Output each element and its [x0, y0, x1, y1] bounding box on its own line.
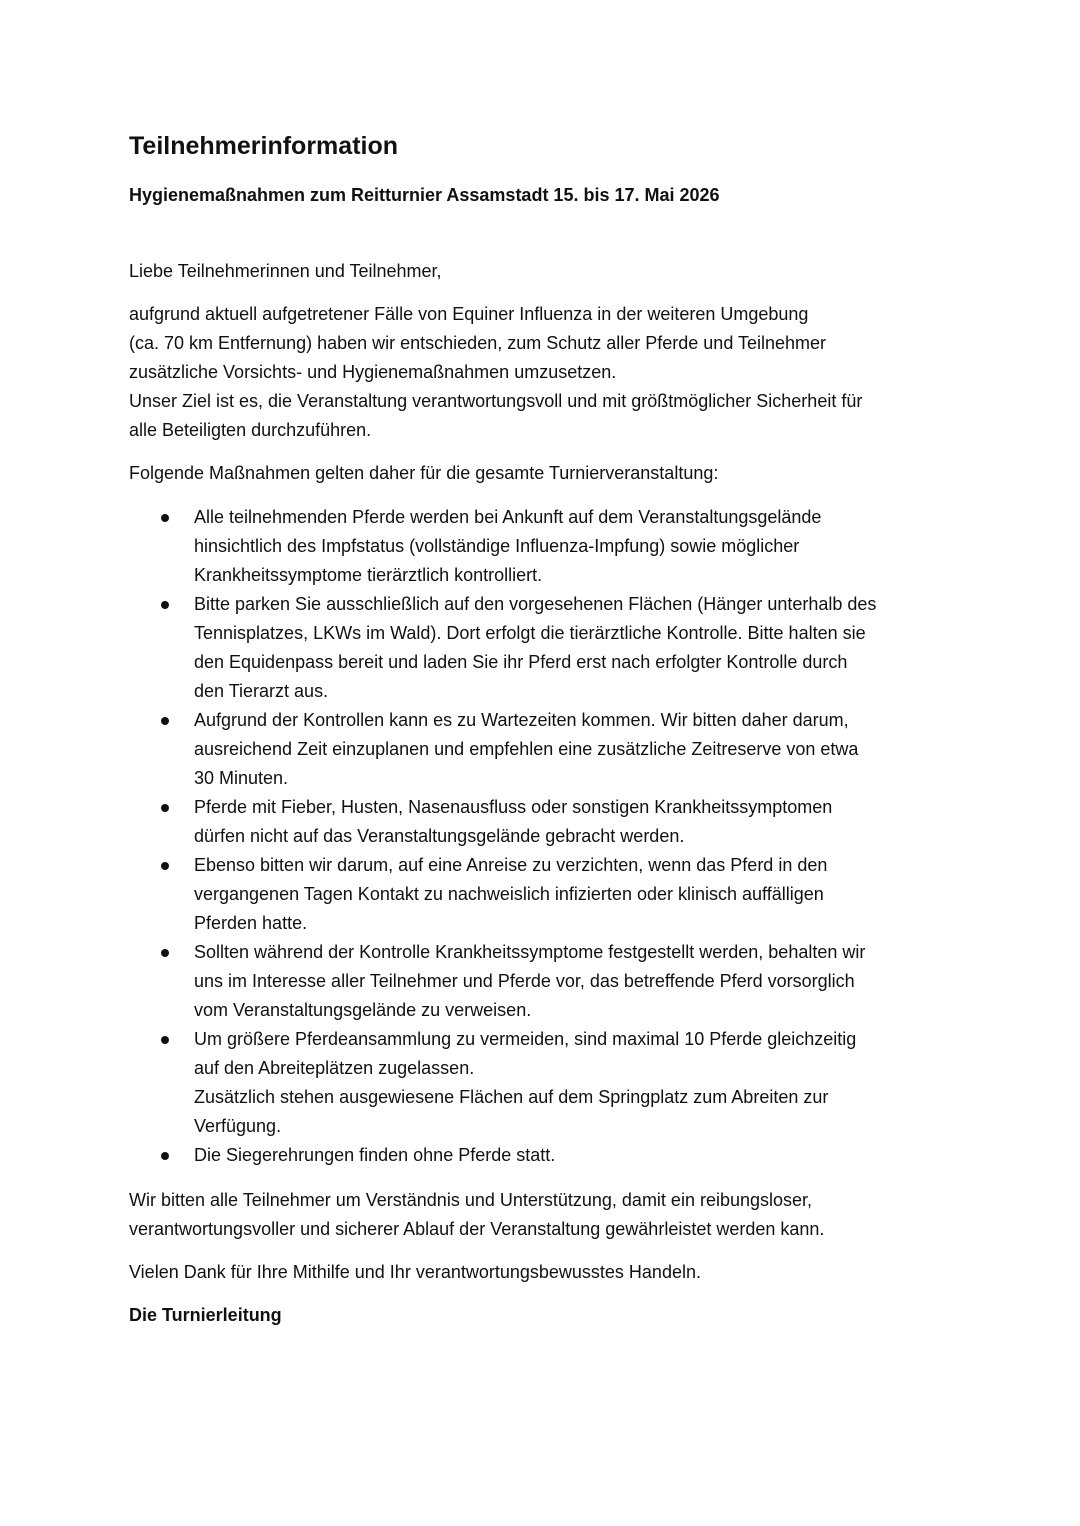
- salutation: Liebe Teilnehmerinnen und Teilnehmer,: [129, 261, 442, 281]
- measure-line: Krankheitssymptome tierärztlich kontrolliert.: [194, 565, 543, 585]
- measure-line: 30 Minuten.: [194, 768, 289, 788]
- measure-item: [129, 590, 959, 706]
- measure-line: hinsichtlich des Impfstatus (vollständige Influenza-Impfung) sowie möglicher: [194, 536, 800, 556]
- closing-line: verantwortungsvoller und sicherer Ablauf der Veranstaltung gewährleistet werden kann.: [129, 1219, 825, 1239]
- document-title: Teilnehmerinformation: [129, 132, 399, 160]
- intro-line: zusätzliche Vorsichts- und Hygienemaßnahmen umzusetzen.: [129, 362, 617, 382]
- measure-line: Die Siegerehrungen finden ohne Pferde statt.: [194, 1145, 556, 1165]
- measure-line: auf den Abreiteplätzen zugelassen.: [194, 1058, 475, 1078]
- measure-line: Aufgrund der Kontrollen kann es zu Wartezeiten kommen. Wir bitten daher darum,: [194, 710, 849, 730]
- measure-line: den Tierarzt aus.: [194, 681, 329, 701]
- bullet-icon: [161, 1036, 169, 1044]
- bullet-icon: [161, 949, 169, 957]
- thanks-paragraph: Vielen Dank für Ihre Mithilfe und Ihr verantwortungsbewusstes Handeln.: [129, 1262, 701, 1282]
- measure-line: Sollten während der Kontrolle Krankheitssymptome festgestellt werden, behalten wir: [194, 942, 866, 962]
- measure-line: Pferden hatte.: [194, 913, 308, 933]
- closing-line: Wir bitten alle Teilnehmer um Verständnis und Unterstützung, damit ein reibungsloser,: [129, 1190, 813, 1210]
- measure-line: uns im Interesse aller Teilnehmer und Pferde vor, das betreffende Pferd vorsorglich: [194, 971, 855, 991]
- measures-lead: Folgende Maßnahmen gelten daher für die gesamte Turnierveranstaltung:: [129, 463, 719, 483]
- measure-line: vergangenen Tagen Kontakt zu nachweislich infizierten oder klinisch auffälligen: [194, 884, 824, 904]
- measure-line: Pferde mit Fieber, Husten, Nasenausfluss oder sonstigen Krankheitssymptomen: [194, 797, 833, 817]
- signature: Die Turnierleitung: [129, 1305, 282, 1325]
- measure-item: [129, 938, 959, 1025]
- bullet-icon: [161, 862, 169, 870]
- bullet-icon: [161, 601, 169, 609]
- intro-line: alle Beteiligten durchzuführen.: [129, 420, 372, 440]
- intro-paragraph: [129, 300, 959, 445]
- measure-item: [129, 706, 959, 793]
- intro-line: aufgrund aktuell aufgetretener Fälle von Equiner Influenza in der weiteren Umgebung: [129, 304, 809, 324]
- measure-line: den Equidenpass bereit und laden Sie ihr Pferd erst nach erfolgter Kontrolle durch: [194, 652, 848, 672]
- measure-line: ausreichend Zeit einzuplanen und empfehlen eine zusätzliche Zeitreserve von etwa: [194, 739, 859, 759]
- measure-item: [129, 1025, 959, 1141]
- measure-line: vom Veranstaltungsgelände zu verweisen.: [194, 1000, 532, 1020]
- measure-item: [129, 503, 959, 590]
- bullet-icon: [161, 717, 169, 725]
- intro-line: (ca. 70 km Entfernung) haben wir entschieden, zum Schutz aller Pferde und Teilnehmer: [129, 333, 827, 353]
- closing-paragraph: [129, 1186, 959, 1244]
- measures-list: [129, 503, 959, 1170]
- measure-line: Tennisplatzes, LKWs im Wald). Dort erfolgt die tierärztliche Kontrolle. Bitte halten sie: [194, 623, 866, 643]
- measure-line: Ebenso bitten wir darum, auf eine Anreise zu verzichten, wenn das Pferd in den: [194, 855, 828, 875]
- measure-item: [129, 1141, 959, 1170]
- measure-line: Zusätzlich stehen ausgewiesene Flächen auf dem Springplatz zum Abreiten zur: [194, 1087, 829, 1107]
- measure-line: Um größere Pferdeansammlung zu vermeiden, sind maximal 10 Pferde gleichzeitig: [194, 1029, 857, 1049]
- bullet-icon: [161, 804, 169, 812]
- measure-line: Alle teilnehmenden Pferde werden bei Ankunft auf dem Veranstaltungsgelände: [194, 507, 822, 527]
- measure-line: Verfügung.: [194, 1116, 282, 1136]
- bullet-icon: [161, 514, 169, 522]
- measure-line: dürfen nicht auf das Veranstaltungsgelände gebracht werden.: [194, 826, 685, 846]
- measure-item: [129, 851, 959, 938]
- measure-item: [129, 793, 959, 851]
- document-subtitle: Hygienemaßnahmen zum Reitturnier Assamstadt 15. bis 17. Mai 2026: [129, 185, 720, 205]
- bullet-icon: [161, 1152, 169, 1160]
- intro-line: Unser Ziel ist es, die Veranstaltung verantwortungsvoll und mit größtmöglicher Sicherheit für: [129, 391, 863, 411]
- measure-line: Bitte parken Sie ausschließlich auf den vorgesehenen Flächen (Hänger unterhalb des: [194, 594, 877, 614]
